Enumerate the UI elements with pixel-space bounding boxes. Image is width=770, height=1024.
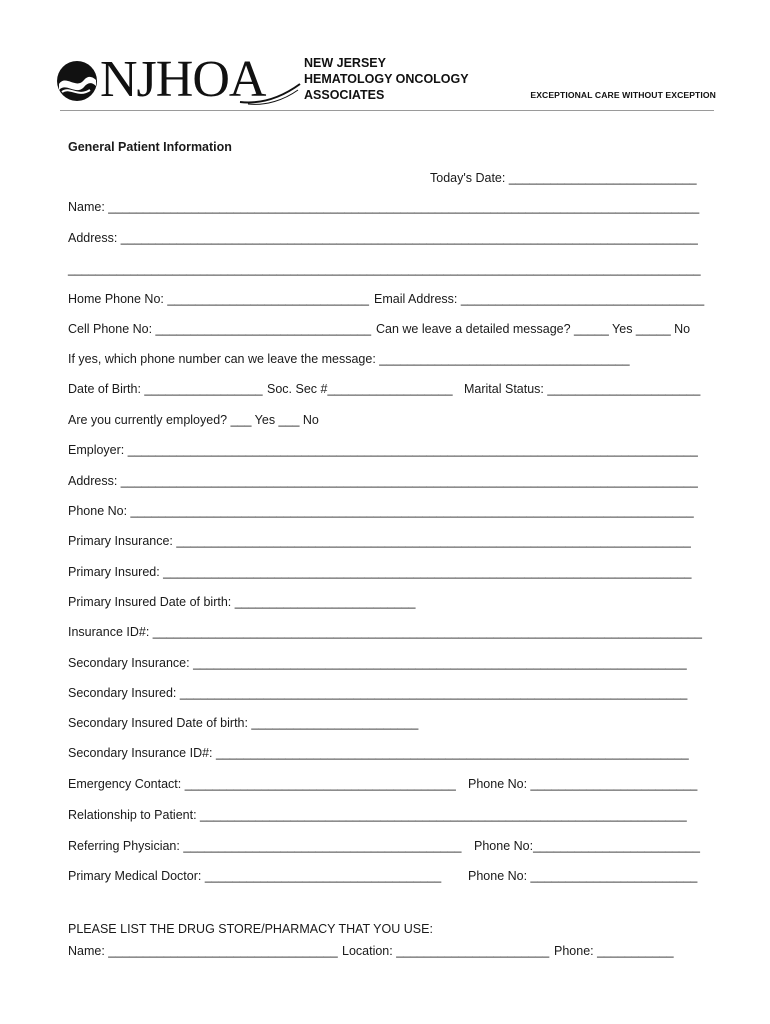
primary-insured-field[interactable]: Primary Insured: ____________________________________________________________________________ (68, 565, 692, 579)
date-of-birth-field[interactable]: Date of Birth: _________________ (68, 382, 263, 396)
employer-address-field[interactable]: Address: ___________________________________________________________________________________ (68, 474, 698, 488)
employed-field[interactable]: Are you currently employed? ___ Yes ___ No (68, 413, 319, 427)
pharmacy-heading: PLEASE LIST THE DRUG STORE/PHARMACY THAT YOU USE: (68, 922, 433, 936)
logo-swash-icon (238, 80, 302, 106)
pharmacy-location-field[interactable]: Location: ______________________ (342, 944, 550, 958)
secondary-insurance-field[interactable]: Secondary Insurance: _______________________________________________________________________ (68, 656, 687, 670)
marital-status-field[interactable]: Marital Status: ______________________ (464, 382, 701, 396)
organization-name (304, 55, 469, 103)
document-header (56, 51, 716, 112)
cell-phone-field[interactable]: Cell Phone No: _______________________________ (68, 322, 372, 336)
ssn-field[interactable]: Soc. Sec #__________________ (267, 382, 453, 396)
employer-field[interactable]: Employer: __________________________________________________________________________________ (68, 443, 698, 457)
home-phone-field[interactable]: Home Phone No: _____________________________ (68, 292, 369, 306)
section-title: General Patient Information (68, 140, 232, 154)
org-name-line2: HEMATOLOGY ONCOLOGY (304, 72, 469, 86)
org-name-line1: NEW JERSEY (304, 56, 386, 70)
detailed-message-field[interactable]: Can we leave a detailed message? _____ Yes _____ No (376, 322, 691, 336)
insurance-id-field[interactable]: Insurance ID#: _______________________________________________________________________________ (68, 625, 702, 639)
pharmacy-name-field[interactable]: Name: _________________________________ (68, 944, 338, 958)
email-field[interactable]: Email Address: ___________________________________ (374, 292, 705, 306)
referring-phone-field[interactable]: Phone No:________________________ (474, 839, 700, 853)
primary-insured-dob-field[interactable]: Primary Insured Date of birth: __________________________ (68, 595, 416, 609)
address-line2-field[interactable]: ___________________________________________________________________________________________ (68, 262, 701, 276)
relationship-field[interactable]: Relationship to Patient: ______________________________________________________________________ (68, 808, 687, 822)
name-field[interactable]: Name: _____________________________________________________________________________________ (68, 200, 700, 214)
emergency-contact-field[interactable]: Emergency Contact: _______________________________________ (68, 777, 456, 791)
wave-logo-icon (56, 60, 98, 102)
address-field[interactable]: Address: ___________________________________________________________________________________ (68, 231, 698, 245)
tagline: EXCEPTIONAL CARE WITHOUT EXCEPTION (530, 90, 716, 100)
todays-date-field[interactable]: Today's Date: ___________________________ (430, 171, 697, 185)
logo-wordmark: NJHOA (100, 51, 266, 108)
org-name-line3: ASSOCIATES (304, 88, 385, 102)
secondary-insured-dob-field[interactable]: Secondary Insured Date of birth: ________________________ (68, 716, 419, 730)
referring-physician-field[interactable]: Referring Physician: ________________________________________ (68, 839, 462, 853)
primary-insurance-field[interactable]: Primary Insurance: __________________________________________________________________________ (68, 534, 691, 548)
secondary-insurance-id-field[interactable]: Secondary Insurance ID#: ____________________________________________________________________ (68, 746, 689, 760)
emergency-phone-field[interactable]: Phone No: ________________________ (468, 777, 698, 791)
message-number-field[interactable]: If yes, which phone number can we leave the message: ____________________________________ (68, 352, 630, 366)
secondary-insured-field[interactable]: Secondary Insured: _________________________________________________________________________ (68, 686, 688, 700)
pharmacy-phone-field[interactable]: Phone: ___________ (554, 944, 674, 958)
employer-phone-field[interactable]: Phone No: _________________________________________________________________________________ (68, 504, 694, 518)
primary-doctor-field[interactable]: Primary Medical Doctor: __________________________________ (68, 869, 442, 883)
doctor-phone-field[interactable]: Phone No: ________________________ (468, 869, 698, 883)
header-divider (60, 110, 714, 111)
